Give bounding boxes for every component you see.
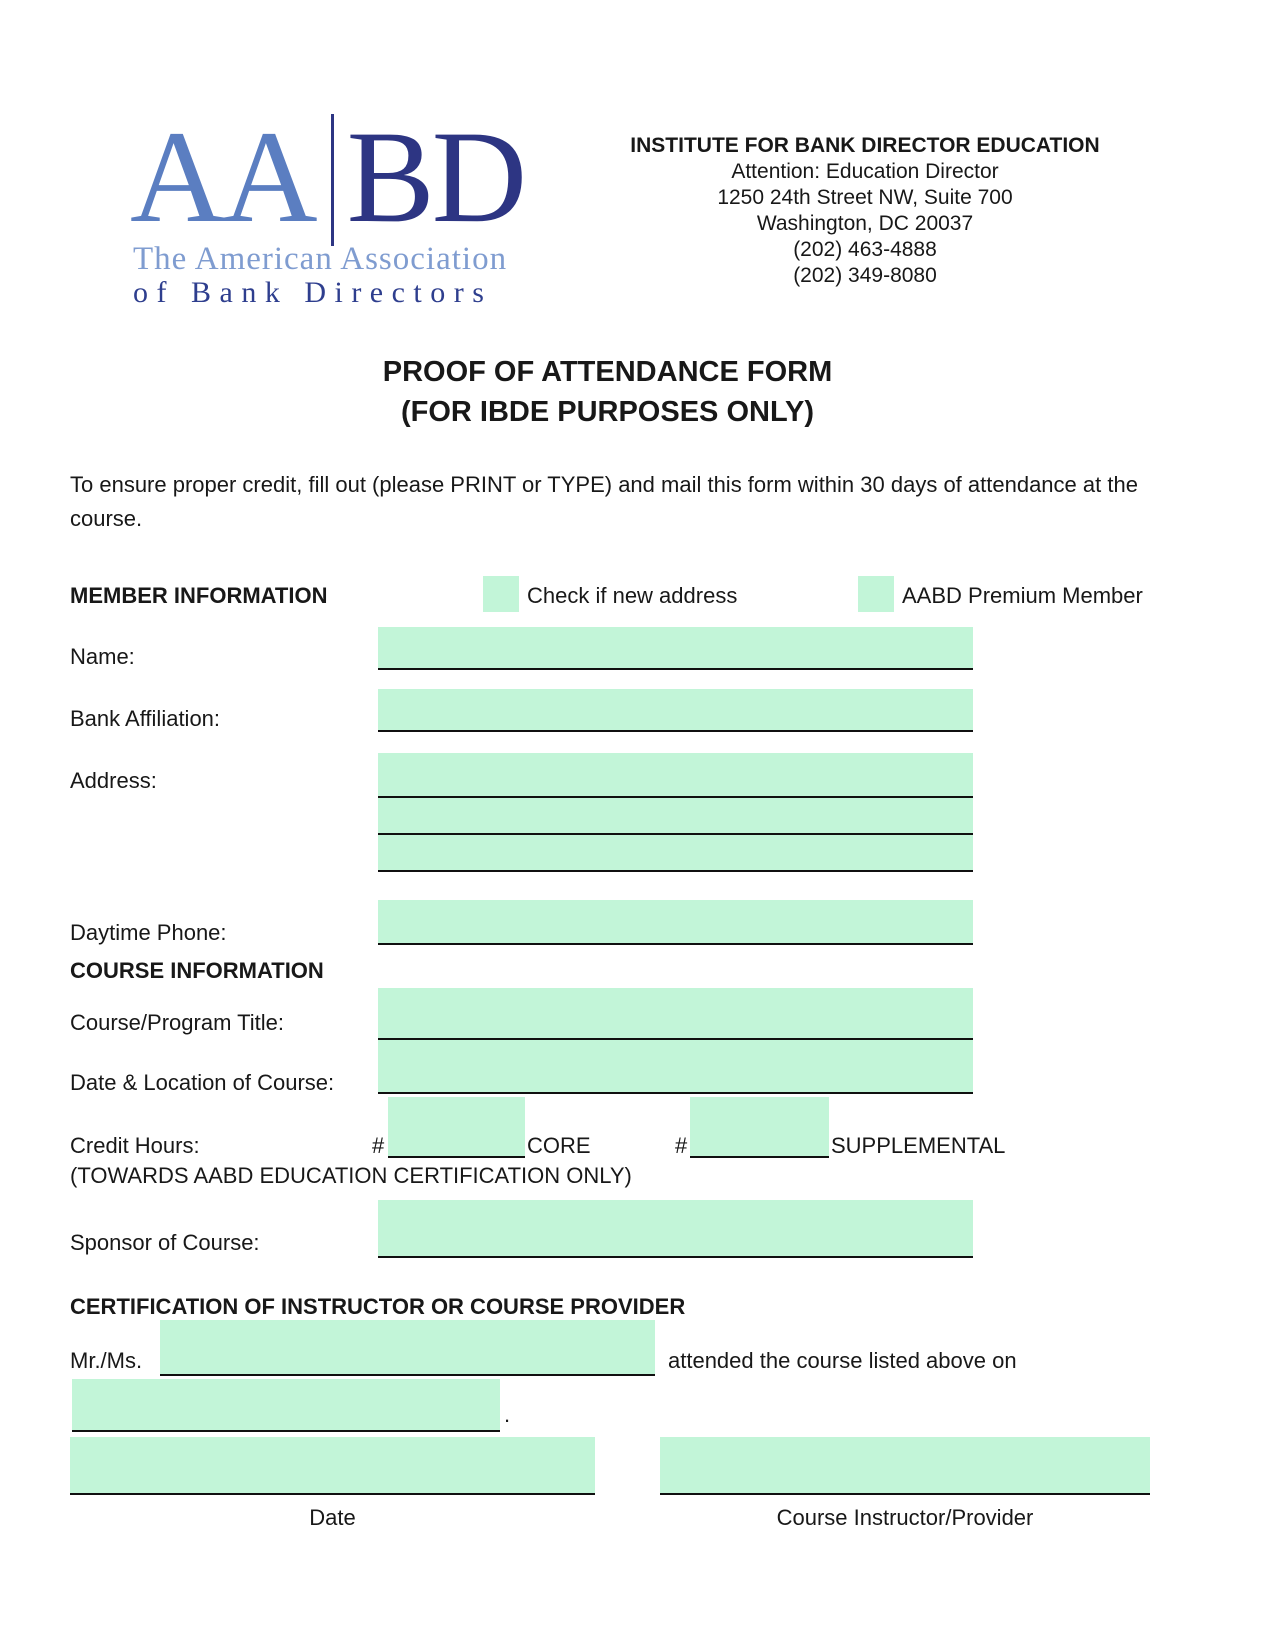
core-label: CORE: [527, 1133, 591, 1158]
institute-name: INSTITUTE FOR BANK DIRECTOR EDUCATION: [630, 134, 1100, 157]
bank-affiliation-label: Bank Affiliation:: [70, 706, 221, 731]
core-hash-symbol: #: [372, 1133, 385, 1158]
instructor-caption: Course Instructor/Provider: [776, 1505, 1034, 1530]
mr-ms-label: Mr./Ms.: [70, 1348, 143, 1373]
street-address: 1250 24th Street NW, Suite 700: [717, 186, 1013, 209]
form-title-line2: (FOR IBDE PURPOSES ONLY): [400, 396, 815, 428]
address-field-line-2[interactable]: [378, 798, 973, 835]
institute-address-block: [600, 133, 1130, 289]
member-information-heading: MEMBER INFORMATION: [70, 583, 328, 608]
phone-number-2: (202) 349-8080: [793, 264, 937, 287]
attendee-name-field[interactable]: [160, 1320, 655, 1376]
address-field-line-1[interactable]: [378, 753, 973, 798]
supplemental-label: SUPPLEMENTAL: [831, 1133, 1006, 1158]
attended-course-text: attended the course listed above on: [668, 1348, 1017, 1373]
date-signature-field[interactable]: [70, 1437, 595, 1495]
instructor-signature-field[interactable]: [660, 1437, 1150, 1495]
daytime-phone-field[interactable]: [378, 900, 973, 945]
address-field-line-3[interactable]: [378, 835, 973, 872]
course-title-label: Course/Program Title:: [70, 1010, 284, 1035]
aabd-logo: [130, 103, 525, 250]
logo-tagline-line1: The American Association: [133, 241, 508, 277]
bank-affiliation-field[interactable]: [378, 689, 973, 732]
course-title-field[interactable]: [378, 988, 973, 1040]
credit-hours-label: Credit Hours:: [70, 1133, 200, 1158]
city-state-zip: Washington, DC 20037: [756, 212, 974, 235]
new-address-checkbox[interactable]: [483, 576, 519, 612]
phone-number-1: (202) 463-4888: [793, 238, 937, 261]
new-address-checkbox-label: Check if new address: [527, 583, 738, 608]
premium-member-checkbox-label: AABD Premium Member: [902, 583, 1143, 608]
address-label: Address:: [70, 768, 157, 793]
form-title: [60, 352, 1155, 432]
sentence-period: .: [504, 1402, 511, 1427]
date-caption: Date: [309, 1505, 356, 1530]
core-hours-field[interactable]: [388, 1097, 525, 1158]
attention-line: Attention: Education Director: [731, 160, 999, 183]
form-title-line1: PROOF OF ATTENDANCE FORM: [382, 356, 833, 388]
logo-aa-text: AA: [130, 103, 315, 250]
sponsor-label: Sponsor of Course:: [70, 1230, 260, 1255]
logo-divider: [331, 114, 334, 246]
supplemental-hash-symbol: #: [675, 1133, 688, 1158]
name-label: Name:: [70, 644, 135, 669]
intro-paragraph: To ensure proper credit, fill out (please PRINT or TYPE) and mail this form within 30 days of attendance at the course.: [70, 472, 1138, 531]
supplemental-hours-field[interactable]: [690, 1097, 829, 1158]
daytime-phone-label: Daytime Phone:: [70, 920, 227, 945]
course-information-heading: COURSE INFORMATION: [70, 958, 324, 983]
premium-member-checkbox[interactable]: [858, 576, 894, 612]
logo-bd-text: BD: [346, 103, 525, 250]
date-location-label: Date & Location of Course:: [70, 1070, 335, 1095]
towards-certification-note: (TOWARDS AABD EDUCATION CERTIFICATION ONLY): [70, 1163, 632, 1188]
date-location-field[interactable]: [378, 1040, 973, 1094]
sponsor-field[interactable]: [378, 1200, 973, 1258]
logo-tagline-line2: of Bank Directors: [133, 276, 493, 309]
certification-heading: CERTIFICATION OF INSTRUCTOR OR COURSE PROVIDER: [70, 1294, 686, 1319]
attendance-date-field[interactable]: [72, 1379, 500, 1432]
name-field[interactable]: [378, 627, 973, 670]
